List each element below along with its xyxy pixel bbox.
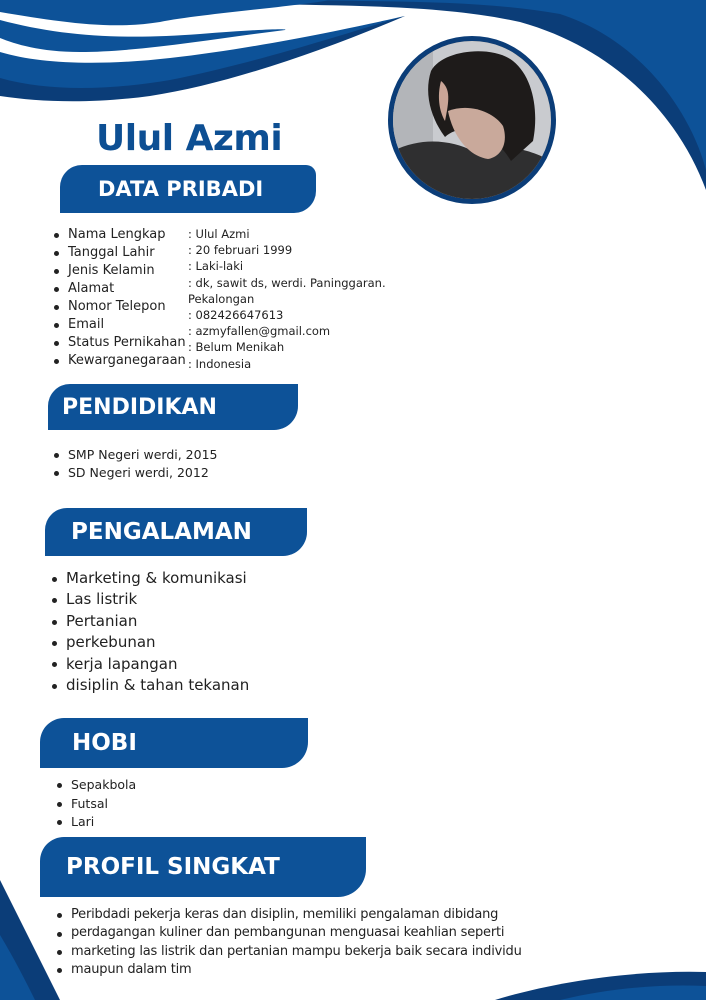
list-item: Futsal	[57, 795, 136, 814]
top-left-stripe-2	[0, 20, 285, 52]
list-item: disiplin & tahan tekanan	[52, 675, 249, 696]
value-nomor-telepon: : 082426647613	[188, 308, 284, 323]
profile-summary-list	[57, 906, 522, 980]
label-status-pernikahan: Status Pernikahan	[54, 334, 186, 352]
section-header-pengalaman: PENGALAMAN	[45, 508, 307, 556]
value-status-pernikahan: : Belum Menikah	[188, 340, 285, 355]
label-nomor-telepon: Nomor Telepon	[54, 298, 186, 316]
list-item: perkebunan	[52, 632, 249, 653]
profile-photo	[388, 36, 556, 204]
person-photo-icon	[393, 41, 551, 199]
list-item: maupun dalam tim	[57, 961, 522, 979]
label-kewarganegaraan: Kewarganegaraan	[54, 352, 186, 370]
section-header-data-pribadi: DATA PRIBADI	[60, 165, 316, 213]
list-item: kerja lapangan	[52, 654, 249, 675]
value-kewarganegaraan: : Indonesia	[188, 356, 252, 371]
value-alamat: : dk, sawit ds, werdi. Paninggaran.	[188, 275, 386, 290]
list-item: marketing las listrik dan pertanian mampu bekerja baik secara individu	[57, 943, 522, 961]
list-item: SD Negeri werdi, 2012	[54, 464, 217, 482]
label-jenis-kelamin: Jenis Kelamin	[54, 262, 186, 280]
value-nama-lengkap: : Ulul Azmi	[188, 227, 250, 241]
label-alamat: Alamat	[54, 280, 186, 298]
value-jenis-kelamin: : Laki-laki	[188, 259, 244, 274]
candidate-name: Ulul Azmi	[96, 118, 283, 159]
personal-data-labels	[54, 226, 186, 370]
value-email: : azmyfallen@gmail.com	[188, 324, 331, 339]
list-item: Las listrik	[52, 589, 249, 610]
label-tanggal-lahir: Tanggal Lahir	[54, 244, 186, 262]
list-item: Marketing & komunikasi	[52, 568, 249, 589]
label-email: Email	[54, 316, 186, 334]
value-tanggal-lahir: : 20 februari 1999	[188, 243, 293, 258]
section-header-hobi: HOBI	[40, 718, 308, 768]
list-item: perdagangan kuliner dan pembangunan menguasai keahlian seperti	[57, 924, 522, 942]
top-left-stripe-1	[0, 0, 330, 25]
section-header-pendidikan: PENDIDIKAN	[48, 384, 298, 430]
list-item: Lari	[57, 813, 136, 832]
list-item: Pertanian	[52, 611, 249, 632]
education-list	[54, 446, 217, 482]
section-header-profil-singkat: PROFIL SINGKAT	[40, 837, 366, 897]
value-alamat-cont: Pekalongan	[188, 291, 255, 306]
list-item: Peribdadi pekerja keras dan disiplin, memiliki pengalaman dibidang	[57, 906, 522, 924]
list-item: Sepakbola	[57, 776, 136, 795]
experience-list	[52, 568, 249, 696]
list-item: SMP Negeri werdi, 2015	[54, 446, 217, 464]
personal-data-values	[188, 226, 386, 372]
label-nama-lengkap: Nama Lengkap	[54, 226, 186, 244]
hobby-list	[57, 776, 136, 832]
